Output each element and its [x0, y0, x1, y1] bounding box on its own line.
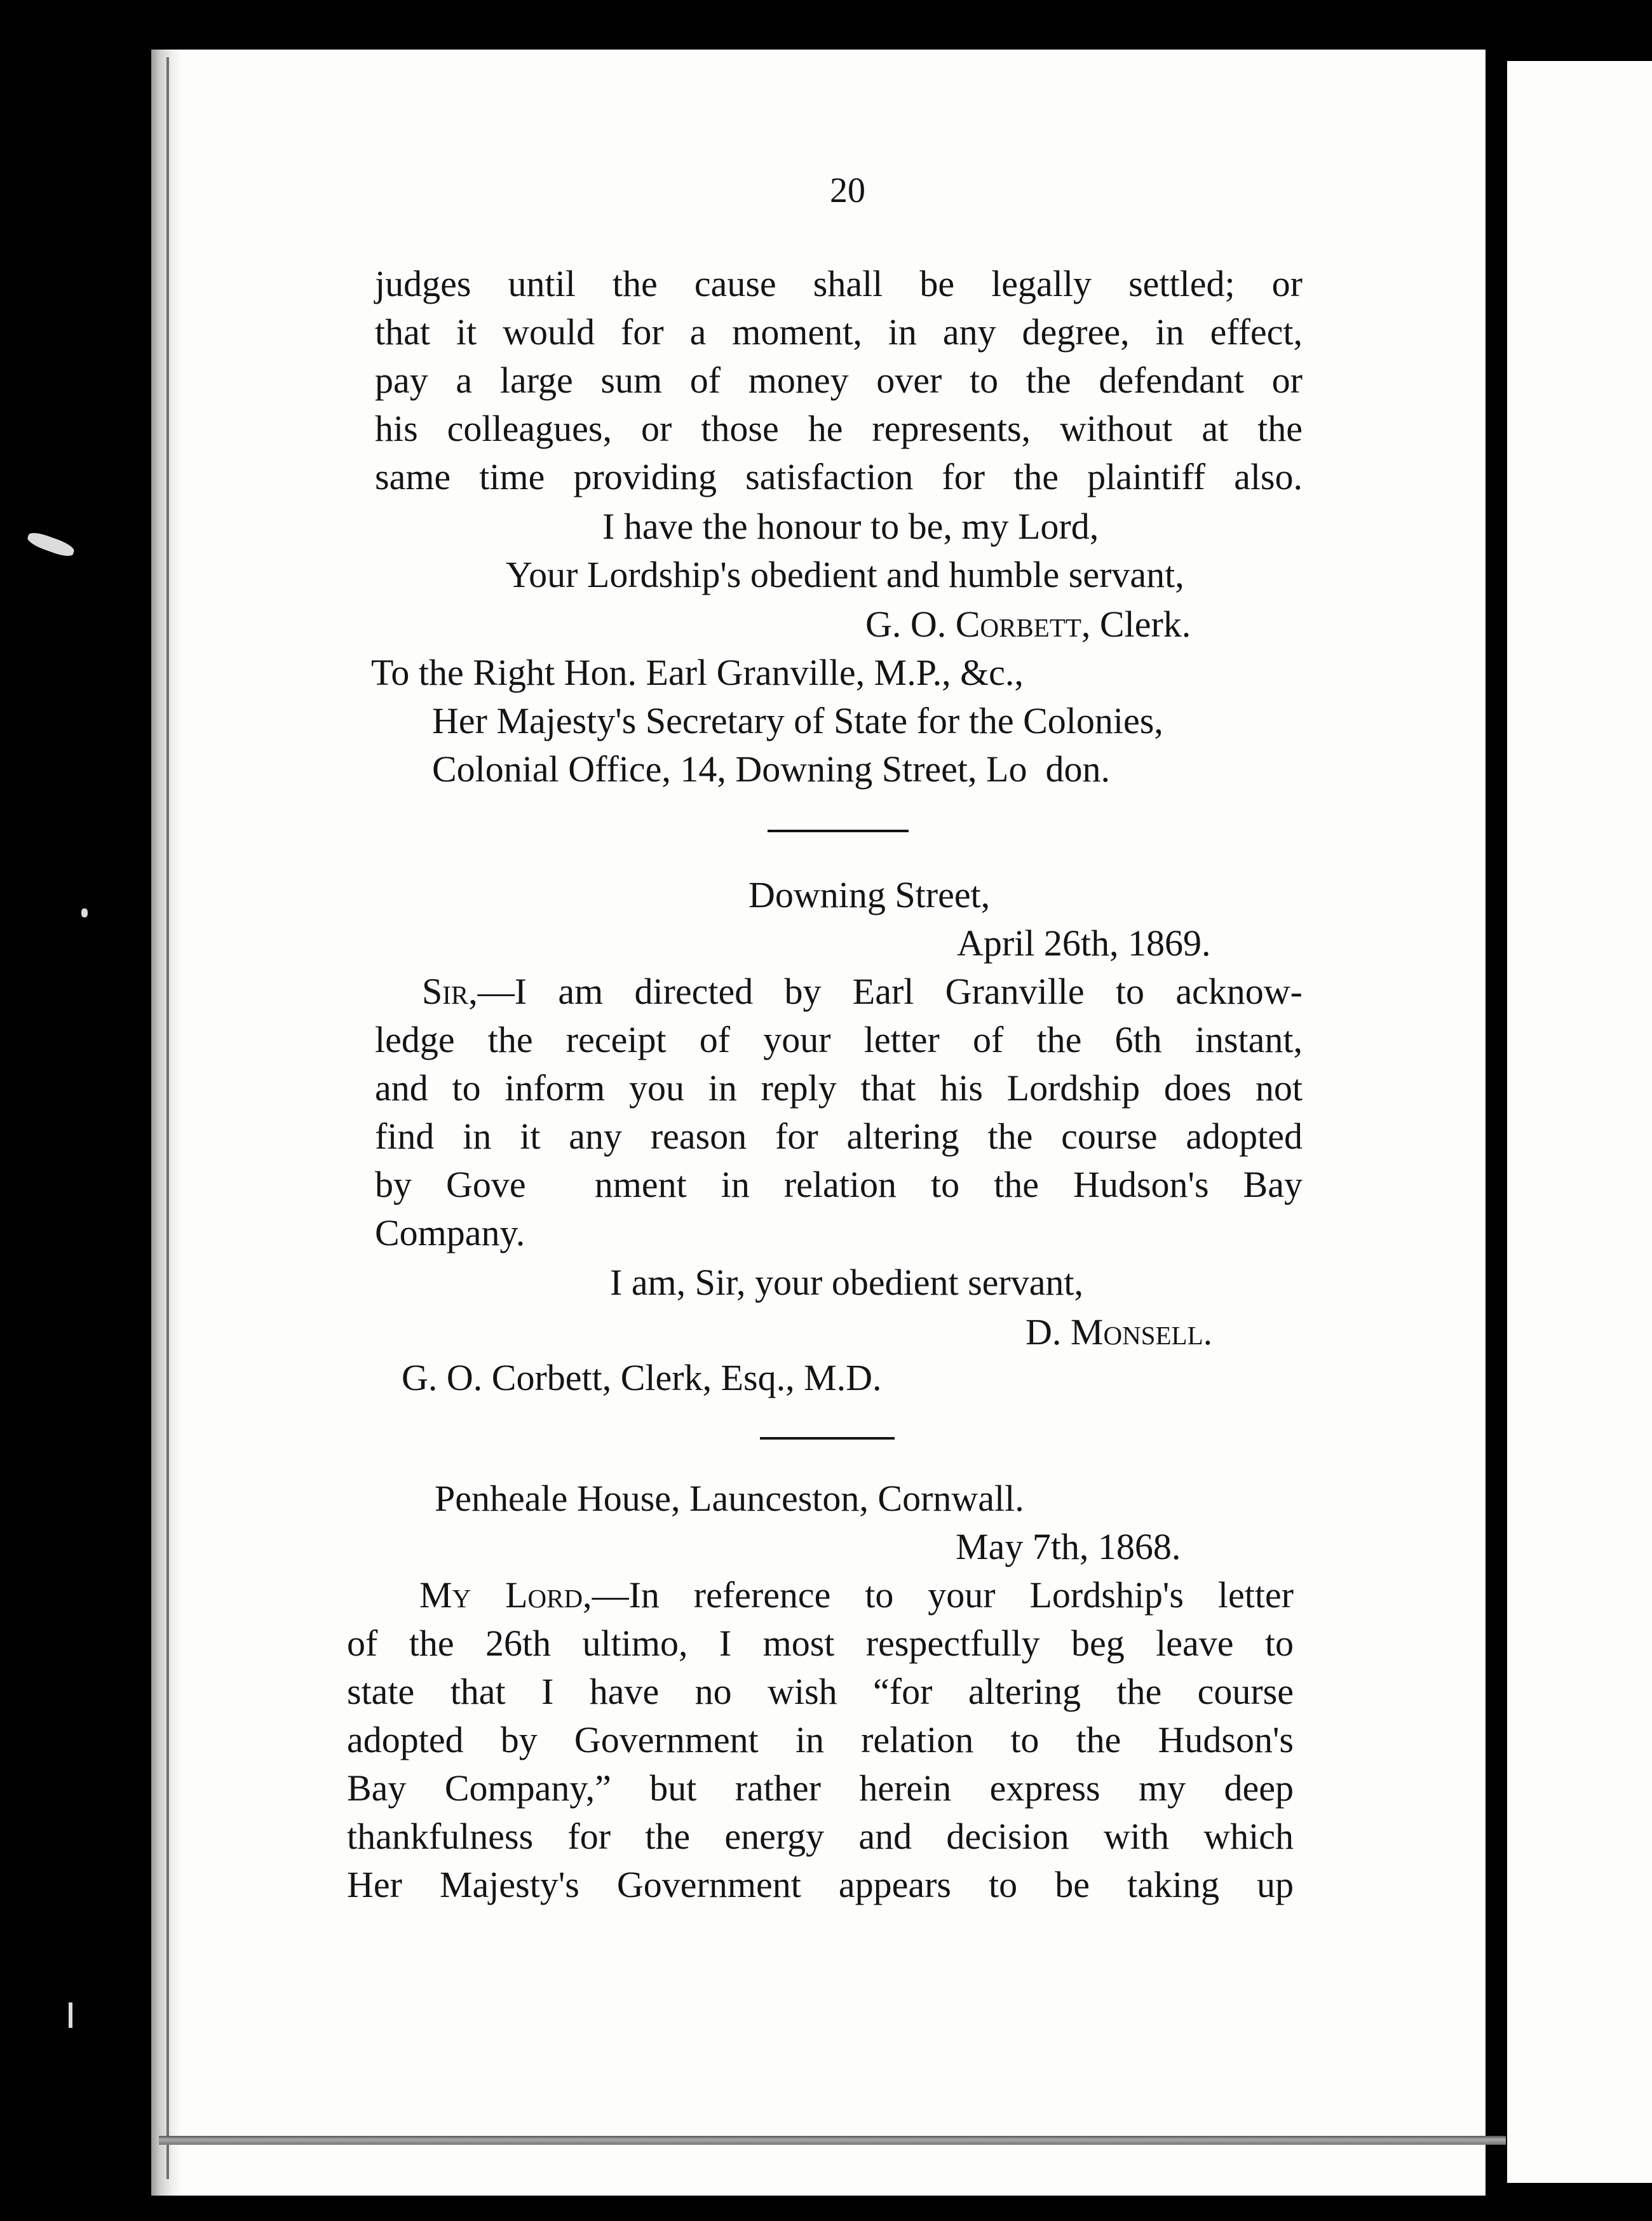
para1-line: that it would for a moment, in any degree, in effect,	[375, 311, 1303, 353]
para1-line: judges until the cause shall be legally settled; or	[375, 263, 1303, 304]
letter2-date: April 26th, 1869.	[957, 922, 1211, 964]
letter3-line: Her Majesty's Government appears to be taking up	[347, 1864, 1294, 1905]
book-gutter	[151, 50, 180, 2196]
para1-line: pay a large sum of money over to the defendant or	[375, 360, 1303, 401]
page-bottom-edge	[159, 2136, 1506, 2145]
scan-speck	[26, 530, 76, 560]
letter3-line: of the 26th ultimo, I most respectfully beg leave to	[347, 1623, 1294, 1664]
section-divider	[760, 1437, 895, 1440]
address-line: To the Right Hon. Earl Granville, M.P., &c.,	[371, 652, 1024, 693]
para1-line: his colleagues, or those he represents, without at the	[375, 408, 1303, 449]
letter2-signature: D. Monsell.	[1026, 1311, 1213, 1353]
next-page-strip	[1507, 61, 1652, 2183]
letter3-line: thankfulness for the energy and decision with which	[347, 1816, 1294, 1857]
letter2-first-line	[422, 973, 1303, 1010]
scan-speck	[69, 2002, 72, 2028]
letter2-recipient: G. O. Corbett, Clerk, Esq., M.D.	[402, 1357, 882, 1398]
letter2-first-text: —I am directed by Earl Granville to acknow-	[477, 971, 1303, 1012]
letter3-first-text: —In reference to your Lordship's letter	[592, 1574, 1294, 1616]
address-line: Colonial Office, 14, Downing Street, Lo don.	[432, 748, 1110, 790]
letter2-last-line: Company.	[375, 1212, 525, 1253]
address-line: Her Majesty's Secretary of State for the Colonies,	[432, 700, 1163, 741]
signature-prefix: G. O.	[865, 604, 956, 645]
letter2-line: by Gove nment in relation to the Hudson's Bay	[375, 1164, 1303, 1205]
letter2-salutation: Sir,	[422, 971, 478, 1012]
signature-name: Corbett	[955, 604, 1081, 645]
closing-line-2: Your Lordship's obedient and humble servant,	[506, 554, 1184, 595]
signature-suffix: , Clerk.	[1081, 604, 1191, 645]
letter3-salutation: My Lord,	[419, 1574, 592, 1616]
letter2-line: find in it any reason for altering the course adopted	[375, 1116, 1303, 1157]
section-divider	[768, 830, 909, 832]
scan-speck	[81, 908, 88, 917]
letter2-line: and to inform you in reply that his Lordship does not	[375, 1067, 1303, 1109]
letter3-first-line	[419, 1574, 1294, 1616]
letter2-closing: I am, Sir, your obedient servant,	[610, 1262, 1084, 1303]
letter3-line: adopted by Government in relation to the Hudson's	[347, 1719, 1294, 1760]
signature-corbett	[865, 606, 1191, 643]
letter2-line: ledge the receipt of your letter of the 6th instant,	[375, 1019, 1303, 1060]
letter3-line: state that I have no wish “for altering the course	[347, 1671, 1294, 1712]
closing-line-1: I have the honour to be, my Lord,	[602, 506, 1099, 547]
letter3-date: May 7th, 1868.	[956, 1526, 1181, 1567]
para1-line: same time providing satisfaction for the plaintiff also.	[375, 456, 1303, 497]
letter3-line: Bay Company,” but rather herein express my deep	[347, 1767, 1294, 1809]
letter3-place: Penheale House, Launceston, Cornwall.	[435, 1478, 1024, 1519]
page-number: 20	[830, 171, 865, 210]
gutter-line	[166, 57, 169, 2179]
letter2-place: Downing Street,	[748, 874, 991, 915]
